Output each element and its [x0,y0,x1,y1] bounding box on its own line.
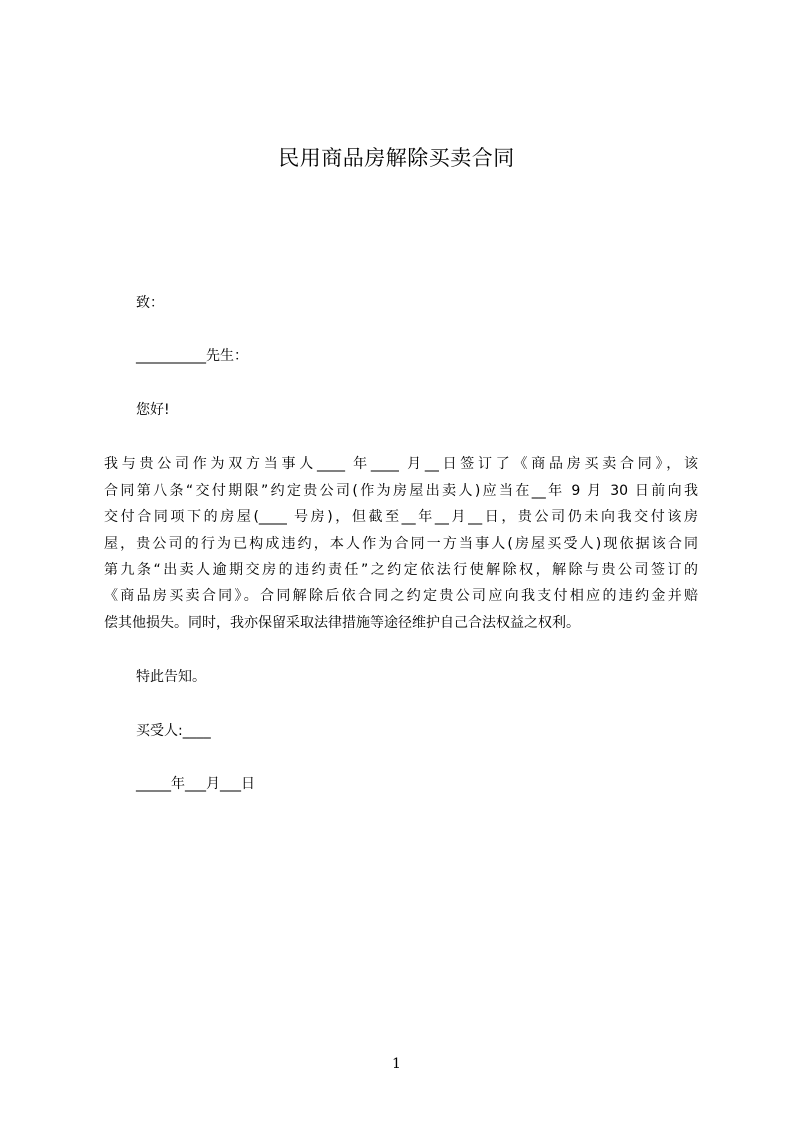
salutation-name: __________先生： [136,348,248,364]
signature-date: _____年___月___日 [136,776,255,792]
body-line-2: 合同第八条“交付期限”约定贵公司(作为房屋出卖人)应当在__年 9 月 30 日前向我 [104,483,698,499]
body-line-3: 交付合同项下的房屋(____ 号房)，但截至__年__月__日，贵公司仍未向我交付该房 [104,509,698,525]
salutation-to: 致： [136,295,164,311]
body-line-5: 第九条“出卖人逾期交房的违约责任”之约定依法行使解除权，解除与贵公司签订的 [104,562,698,578]
body-line-4: 屋，贵公司的行为已构成违约，本人作为合同一方当事人(房屋买受人)现依据该合同 [104,536,698,552]
buyer-signature: 买受人:____ [136,723,211,739]
body-line-6: 《商品房买卖合同》。合同解除后依合同之约定贵公司应向我支付相应的违约金并赔 [104,588,698,604]
page-number: 1 [392,1056,401,1072]
greeting: 您好! [136,402,170,418]
body-line-1: 我与贵公司作为双方当事人____ 年____ 月__日签订了《商品房买卖合同》，该 [104,456,698,472]
document-title: 民用商品房解除买卖合同 [278,146,515,170]
body-line-7: 偿其他损失。同时，我亦保留采取法律措施等途径维护自己合法权益之权利。 [104,615,580,631]
closing-notice: 特此告知。 [136,669,206,685]
